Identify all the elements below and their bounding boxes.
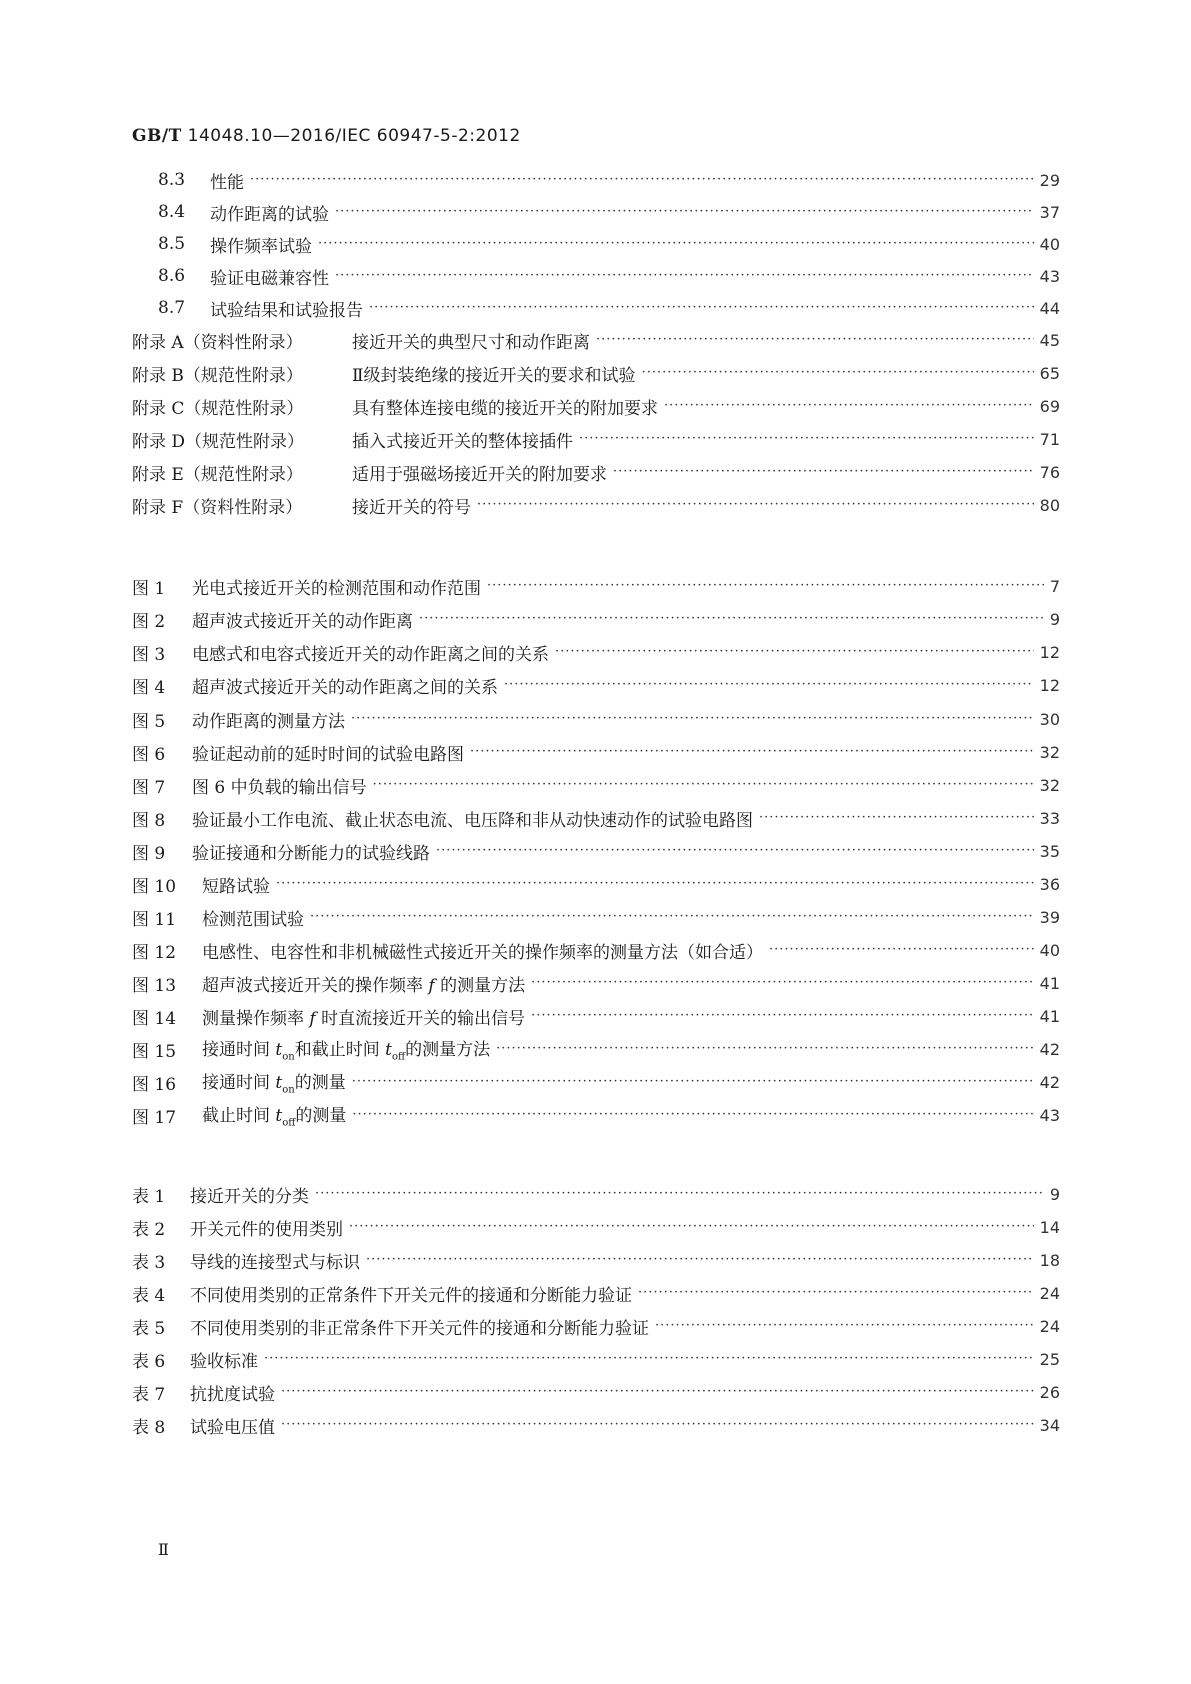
toc-entry-number: 附录 F（资料性附录） (132, 497, 303, 518)
toc-entry-page: 24 (1039, 1316, 1060, 1336)
toc-entry-title: 验收标准 (190, 1351, 258, 1372)
toc-entry-page: 76 (1039, 462, 1060, 482)
dot-leader (366, 1244, 1034, 1276)
toc-entry-page: 32 (1039, 775, 1060, 795)
toc-entry-page: 40 (1039, 234, 1060, 254)
title-text: 的测量方法 (405, 1040, 491, 1061)
toc-entry-title: 导线的连接型式与标识 (190, 1252, 360, 1273)
toc-entry-figure-16[interactable] (132, 1066, 1060, 1098)
toc-entry-number: 附录 A（资料性附录） (132, 332, 303, 353)
dot-leader (477, 489, 1034, 521)
toc-entry-page: 9 (1049, 609, 1060, 629)
toc-entry-title: 不同使用类别的正常条件下开关元件的接通和分断能力验证 (190, 1285, 632, 1306)
toc-entry-number: 附录 B（规范性附录） (132, 365, 303, 386)
toc-entry-number: 图 6 (132, 744, 166, 765)
title-text: 截止时间 (202, 1106, 276, 1127)
toc-entry-page: 41 (1039, 973, 1060, 993)
toc-entry-page: 44 (1039, 298, 1060, 318)
toc-entry-title: 适用于强磁场接近开关的附加要求 (352, 464, 607, 485)
variable-f: f (428, 975, 435, 996)
toc-entry-figure-4[interactable] (132, 669, 1060, 701)
toc-entry-table-4[interactable] (132, 1277, 1060, 1309)
dot-leader (369, 292, 1034, 324)
subscript-off: off (282, 1117, 296, 1129)
toc-entry-appendix-b[interactable] (132, 357, 1060, 389)
toc-entry-title (202, 1068, 346, 1095)
toc-entry-title: 验证电磁兼容性 (210, 268, 329, 289)
toc-entry-8-4[interactable] (132, 196, 1060, 228)
toc-entry-appendix-f[interactable] (132, 489, 1060, 521)
toc-entry-table-8[interactable] (132, 1409, 1060, 1441)
dot-leader (555, 636, 1034, 668)
dot-leader (335, 260, 1034, 292)
toc-entry-title: 试验电压值 (190, 1417, 275, 1438)
dot-leader (642, 357, 1034, 389)
toc-entry-page: 33 (1039, 808, 1060, 828)
toc-entry-title: 超声波式接近开关的动作距离之间的关系 (192, 677, 498, 698)
dot-leader (335, 196, 1034, 228)
toc-entry-number: 8.7 (158, 298, 186, 318)
toc-entry-table-6[interactable] (132, 1343, 1060, 1375)
dot-leader (496, 1033, 1034, 1065)
toc-entry-number: 图 5 (132, 711, 166, 732)
dot-leader (579, 423, 1034, 455)
toc-entry-number: 表 1 (132, 1186, 166, 1207)
toc-entry-page: 42 (1039, 1072, 1060, 1092)
toc-entry-number: 图 11 (132, 909, 177, 930)
toc-entry-page: 43 (1039, 266, 1060, 286)
toc-entry-number: 表 6 (132, 1351, 166, 1372)
toc-entry-appendix-c[interactable] (132, 390, 1060, 422)
toc-entry-title: 验证起动前的延时时间的试验电路图 (192, 744, 464, 765)
toc-entry-figure-1[interactable] (132, 570, 1060, 602)
toc-entry-title: 光电式接近开关的检测范围和动作范围 (192, 578, 481, 599)
dot-leader (419, 603, 1044, 635)
toc-entry-figure-12[interactable] (132, 934, 1060, 966)
toc-entry-page: 29 (1039, 170, 1060, 190)
dot-leader (310, 901, 1034, 933)
toc-entry-page: 24 (1039, 1283, 1060, 1303)
toc-entry-number: 图 7 (132, 777, 166, 798)
toc-entry-number: 图 16 (132, 1074, 177, 1095)
dot-leader (664, 390, 1034, 422)
toc-entry-number: 表 7 (132, 1384, 166, 1405)
toc-entry-page: 39 (1039, 907, 1060, 927)
dot-leader (373, 769, 1034, 801)
toc-entry-number: 表 3 (132, 1252, 166, 1273)
toc-entry-title: 短路试验 (202, 876, 270, 897)
variable-t: t (275, 1073, 283, 1094)
dot-leader (613, 456, 1034, 488)
toc-entry-figure-3[interactable] (132, 636, 1060, 668)
toc-entry-title: 性能 (210, 172, 244, 193)
toc-entry-title: 验证最小工作电流、截止状态电流、电压降和非从动快速动作的试验电路图 (192, 810, 753, 831)
dot-leader (281, 1376, 1034, 1408)
page-number: Ⅱ (158, 1540, 169, 1559)
toc-entry-title: 接近开关的符号 (352, 497, 471, 518)
toc-entry-page: 26 (1039, 1382, 1060, 1402)
dot-leader (436, 835, 1034, 867)
toc-entry-figure-13[interactable] (132, 967, 1060, 999)
toc-entry-number: 8.6 (158, 266, 186, 286)
toc-entry-title: 接近开关的分类 (190, 1186, 309, 1207)
toc-entry-title: 具有整体连接电缆的接近开关的附加要求 (352, 398, 658, 419)
standard-code-rest: 14048.10—2016/IEC 60947-5-2:2012 (181, 126, 521, 146)
toc-entry-table-1[interactable] (132, 1178, 1060, 1210)
toc-entry-title: 操作频率试验 (210, 236, 312, 257)
title-text: 的测量方法 (434, 975, 526, 996)
toc-entry-title: 试验结果和试验报告 (210, 300, 363, 321)
toc-entry-title: 验证接通和分断能力的试验线路 (192, 843, 430, 864)
toc-entry-page: 35 (1039, 841, 1060, 861)
dot-leader (470, 736, 1034, 768)
toc-entry-figure-5[interactable] (132, 703, 1060, 735)
toc-entry-page: 30 (1039, 709, 1060, 729)
toc-entry-page: 12 (1039, 642, 1060, 662)
dot-leader (352, 1066, 1034, 1098)
toc-entry-number: 图 15 (132, 1041, 177, 1062)
dot-leader (759, 802, 1034, 834)
dot-leader (315, 1178, 1044, 1210)
title-text: 的测量 (294, 1073, 346, 1094)
toc-entry-title: 抗扰度试验 (190, 1384, 275, 1405)
dot-leader (349, 1211, 1034, 1243)
toc-entry-8-6[interactable] (132, 260, 1060, 292)
toc-entry-figure-17[interactable] (132, 1099, 1060, 1131)
toc-entry-number: 图 12 (132, 942, 177, 963)
toc-entry-number: 8.3 (158, 170, 186, 190)
toc-entry-8-3[interactable] (132, 164, 1060, 196)
toc-entry-table-5[interactable] (132, 1310, 1060, 1342)
standard-code-bold: GB/T (132, 126, 182, 146)
toc-entry-figure-6[interactable] (132, 736, 1060, 768)
dot-leader (351, 703, 1034, 735)
toc-entry-title: 插入式接近开关的整体接插件 (352, 431, 573, 452)
title-text: 超声波式接近开关的操作频率 (202, 975, 429, 996)
toc-entry-page: 7 (1049, 576, 1060, 596)
toc-entry-number: 图 17 (132, 1107, 177, 1128)
toc-entry-page: 43 (1039, 1105, 1060, 1125)
subscript-on: on (282, 1051, 295, 1063)
toc-entry-number: 图 3 (132, 644, 166, 665)
dot-leader (531, 1000, 1034, 1032)
toc-entry-appendix-d[interactable] (132, 423, 1060, 455)
toc-entry-page: 69 (1039, 396, 1060, 416)
toc-entry-title: Ⅱ级封装绝缘的接近开关的要求和试验 (352, 365, 636, 386)
toc-entry-page: 37 (1039, 202, 1060, 222)
toc-entry-number: 表 5 (132, 1318, 166, 1339)
toc-entry-title: 开关元件的使用类别 (190, 1219, 343, 1240)
toc-entry-page: 42 (1039, 1039, 1060, 1059)
toc-entry-page: 9 (1049, 1184, 1060, 1204)
toc-entry-figure-14[interactable] (132, 1000, 1060, 1032)
toc-entry-8-7[interactable] (132, 292, 1060, 324)
dot-leader (250, 164, 1034, 196)
dot-leader (531, 967, 1034, 999)
dot-leader (638, 1277, 1034, 1309)
toc-entry-number: 附录 E（规范性附录） (132, 464, 303, 485)
toc-entry-table-2[interactable] (132, 1211, 1060, 1243)
subscript-off: off (391, 1051, 406, 1063)
toc-entry-number: 图 13 (132, 975, 177, 996)
toc-entry-number: 图 10 (132, 876, 177, 897)
toc-entry-figure-10[interactable] (132, 868, 1060, 900)
dot-leader (264, 1343, 1034, 1375)
toc-entry-figure-15[interactable] (132, 1033, 1060, 1065)
toc-entry-page: 25 (1039, 1349, 1060, 1369)
toc-entry-title: 检测范围试验 (202, 909, 304, 930)
toc-entry-appendix-e[interactable] (132, 456, 1060, 488)
toc-entry-page: 14 (1039, 1217, 1060, 1237)
toc-entry-page: 34 (1039, 1415, 1060, 1435)
dot-leader (352, 1099, 1033, 1131)
toc-entry-page: 40 (1039, 940, 1060, 960)
variable-f: f (309, 1008, 316, 1029)
toc-entry-title (202, 971, 525, 996)
dot-leader (769, 934, 1034, 966)
toc-entry-figure-11[interactable] (132, 901, 1060, 933)
toc-entry-number: 图 14 (132, 1008, 177, 1029)
toc-entry-number: 表 2 (132, 1219, 166, 1240)
toc-entry-number: 附录 D（规范性附录） (132, 431, 305, 452)
subscript-on: on (282, 1084, 295, 1096)
toc-entry-figure-8[interactable] (132, 802, 1060, 834)
toc-entry-page: 12 (1039, 675, 1060, 695)
toc-entry-page: 32 (1039, 742, 1060, 762)
toc-entry-number: 附录 C（规范性附录） (132, 398, 304, 419)
title-text: 测量操作频率 (202, 1008, 310, 1029)
toc-entry-number: 图 9 (132, 843, 166, 864)
toc-entry-appendix-a[interactable] (132, 324, 1060, 356)
toc-entry-title (202, 1101, 346, 1128)
title-text: 和截止时间 (294, 1040, 386, 1061)
toc-entry-number: 图 4 (132, 677, 166, 698)
toc-entry-number: 8.5 (158, 234, 186, 254)
variable-t: t (275, 1040, 283, 1061)
toc-entry-number: 表 4 (132, 1285, 166, 1306)
toc-entry-page: 80 (1039, 495, 1060, 515)
toc-entry-title: 图 6 中负载的输出信号 (192, 777, 367, 798)
toc-entry-number: 图 2 (132, 611, 166, 632)
toc-entry-page: 18 (1039, 1250, 1060, 1270)
document-header (132, 126, 521, 146)
toc-entry-title: 电感式和电容式接近开关的动作距离之间的关系 (192, 644, 549, 665)
variable-t: t (275, 1106, 283, 1127)
toc-entry-title: 不同使用类别的非正常条件下开关元件的接通和分断能力验证 (190, 1318, 649, 1339)
toc-entry-figure-2[interactable] (132, 603, 1060, 635)
toc-entry-number: 图 1 (132, 578, 166, 599)
variable-t: t (385, 1040, 392, 1061)
dot-leader (276, 868, 1034, 900)
dot-leader (655, 1310, 1034, 1342)
dot-leader (281, 1409, 1034, 1441)
title-text: 接通时间 (202, 1073, 276, 1094)
dot-leader (596, 324, 1034, 356)
toc-entry-title: 电感性、电容性和非机械磁性式接近开关的操作频率的测量方法（如合适） (202, 942, 763, 963)
toc-entry-title: 超声波式接近开关的动作距离 (192, 611, 413, 632)
toc-entry-page: 36 (1039, 874, 1060, 894)
toc-entry-table-3[interactable] (132, 1244, 1060, 1276)
toc-entry-figure-9[interactable] (132, 835, 1060, 867)
toc-entry-figure-7[interactable] (132, 769, 1060, 801)
toc-entry-title: 动作距离的测量方法 (192, 711, 345, 732)
toc-entry-page: 65 (1039, 363, 1060, 383)
toc-entry-8-5[interactable] (132, 228, 1060, 260)
dot-leader (318, 228, 1034, 260)
dot-leader (504, 669, 1034, 701)
toc-entry-table-7[interactable] (132, 1376, 1060, 1408)
toc-entry-title: 动作距离的试验 (210, 204, 329, 225)
dot-leader (487, 570, 1044, 602)
toc-entry-page: 45 (1039, 330, 1060, 350)
title-text: 的测量 (295, 1106, 347, 1127)
toc-entry-number: 8.4 (158, 202, 186, 222)
toc-entry-page: 41 (1039, 1006, 1060, 1026)
toc-entry-number: 表 8 (132, 1417, 166, 1438)
toc-entry-title: 接近开关的典型尺寸和动作距离 (352, 332, 590, 353)
toc-entry-title (202, 1004, 525, 1029)
toc-entry-page: 71 (1039, 429, 1060, 449)
toc-entry-title (202, 1035, 490, 1062)
toc-entry-number: 图 8 (132, 810, 166, 831)
title-text: 时直流接近开关的输出信号 (315, 1008, 526, 1029)
title-text: 接通时间 (202, 1040, 276, 1061)
